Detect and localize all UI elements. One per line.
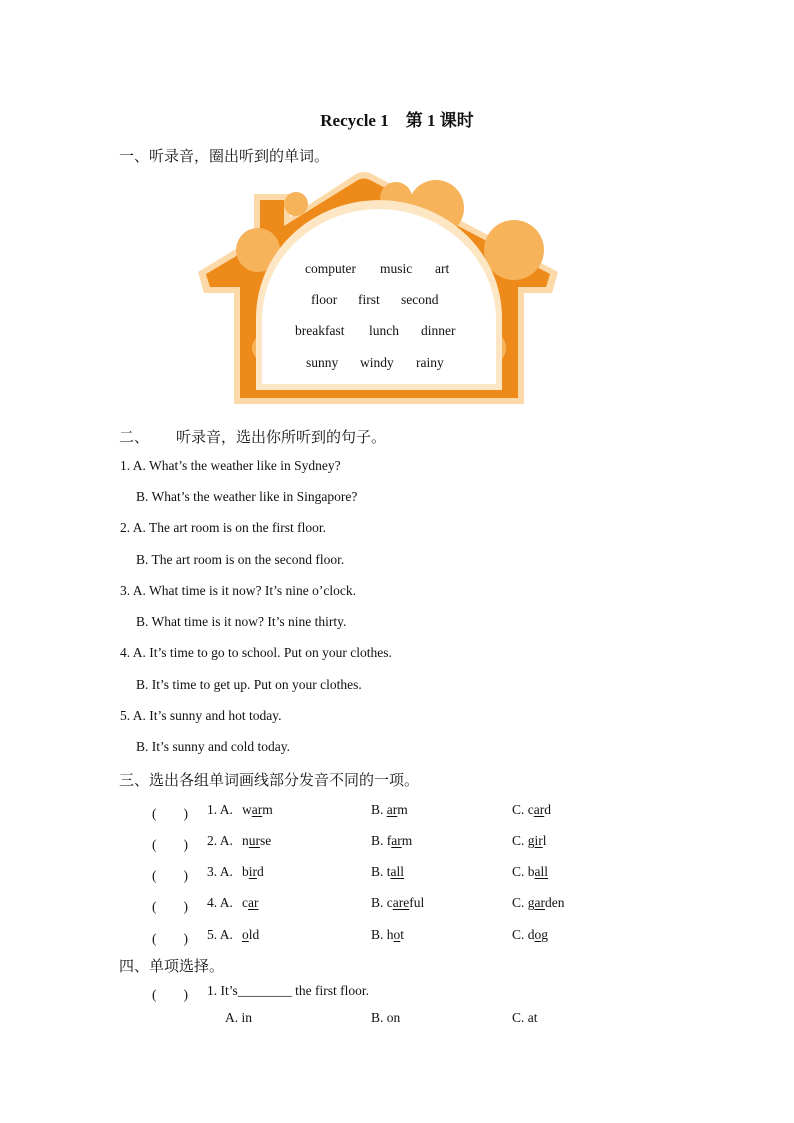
section-2-heading-number: 二、 bbox=[119, 430, 150, 446]
option-a: nurse bbox=[242, 833, 272, 848]
option-c: C. ball bbox=[512, 864, 549, 879]
option-c: C. garden bbox=[512, 895, 565, 910]
option-b: B. farm bbox=[371, 833, 413, 848]
word-row-4-b: windy bbox=[360, 355, 394, 370]
choice-c: C. at bbox=[512, 1010, 538, 1025]
word-row-2-a: floor bbox=[311, 292, 338, 307]
sentence-1b: B. What’s the weather like in Singapore? bbox=[136, 489, 358, 504]
sentence-3b: B. What time is it now? It’s nine thirty. bbox=[136, 614, 347, 629]
sentence-5a: 5. A. It’s sunny and hot today. bbox=[120, 708, 282, 723]
word-row-1-c: art bbox=[435, 261, 450, 276]
answer-bracket[interactable]: ( ) bbox=[152, 806, 188, 821]
option-b: B. arm bbox=[371, 802, 408, 817]
sentence-3a: 3. A. What time is it now? It’s nine o’clock. bbox=[120, 583, 356, 598]
word-row-4-a: sunny bbox=[306, 355, 339, 370]
option-c: C. dog bbox=[512, 927, 549, 942]
page-title: Recycle 1 第 1 课时 bbox=[320, 111, 474, 130]
choice-b: B. on bbox=[371, 1010, 401, 1025]
word-row-4-c: rainy bbox=[416, 355, 444, 370]
answer-bracket[interactable]: ( ) bbox=[152, 868, 188, 883]
choice-a: A. in bbox=[225, 1010, 252, 1025]
word-row-1-a: computer bbox=[305, 261, 356, 276]
answer-bracket[interactable]: ( ) bbox=[152, 987, 188, 1002]
option-a: old bbox=[242, 927, 260, 942]
option-c: C. card bbox=[512, 802, 551, 817]
option-a: bird bbox=[242, 864, 264, 879]
word-row-3-c: dinner bbox=[421, 323, 456, 338]
item-number: 1. A. bbox=[207, 802, 233, 817]
sentence-2b: B. The art room is on the second floor. bbox=[136, 552, 345, 567]
sentence-4b: B. It’s time to get up. Put on your clothes. bbox=[136, 677, 362, 692]
word-row-3-b: lunch bbox=[369, 323, 399, 338]
item-number: 2. A. bbox=[207, 833, 233, 848]
word-row-1-b: music bbox=[380, 261, 413, 276]
sentence-5b: B. It’s sunny and cold today. bbox=[136, 739, 290, 754]
option-b: B. careful bbox=[371, 895, 425, 910]
answer-bracket[interactable]: ( ) bbox=[152, 837, 188, 852]
house-illustration bbox=[196, 168, 566, 408]
option-a: warm bbox=[242, 802, 273, 817]
option-b: B. tall bbox=[371, 864, 405, 879]
section-3-heading: 三、选出各组单词画线部分发音不同的一项。 bbox=[119, 773, 420, 789]
word-row-2-b: first bbox=[358, 292, 380, 307]
sentence-4a: 4. A. It’s time to go to school. Put on your clothes. bbox=[120, 645, 392, 660]
answer-bracket[interactable]: ( ) bbox=[152, 931, 188, 946]
option-b: B. hot bbox=[371, 927, 405, 942]
sentence-1a: 1. A. What’s the weather like in Sydney? bbox=[120, 458, 341, 473]
question-stem: 1. It’s________ the first floor. bbox=[207, 983, 369, 998]
item-number: 3. A. bbox=[207, 864, 233, 879]
option-c: C. girl bbox=[512, 833, 547, 848]
section-4-heading: 四、单项选择。 bbox=[119, 959, 225, 975]
option-a: car bbox=[242, 895, 259, 910]
word-row-2-c: second bbox=[401, 292, 439, 307]
section-1-heading: 一、听录音，圈出听到的单词。 bbox=[119, 149, 330, 165]
answer-bracket[interactable]: ( ) bbox=[152, 899, 188, 914]
item-number: 5. A. bbox=[207, 927, 233, 942]
sentence-2a: 2. A. The art room is on the first floor. bbox=[120, 520, 326, 535]
section-2-heading: 听录音，选出你所听到的句子。 bbox=[176, 430, 387, 446]
item-number: 4. A. bbox=[207, 895, 233, 910]
word-row-3-a: breakfast bbox=[295, 323, 345, 338]
